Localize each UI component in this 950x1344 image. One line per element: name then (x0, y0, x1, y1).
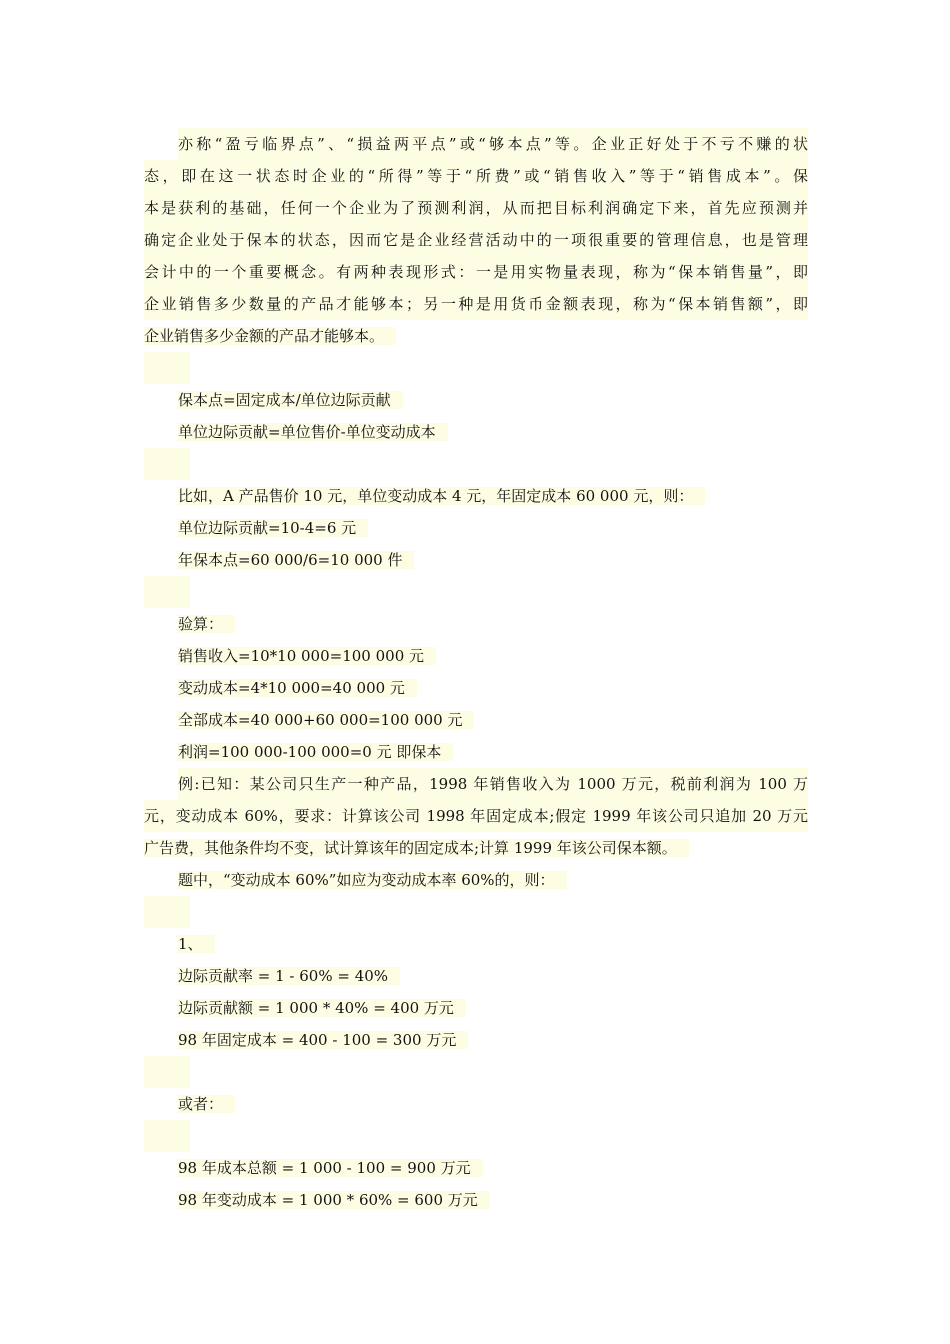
verify-label: 验算： (144, 608, 808, 640)
example-intro: 比如，A 产品售价 10 元，单位变动成本 4 元，年固定成本 60 000 元，则： (144, 480, 808, 512)
blank-line (144, 352, 808, 384)
paragraph-line (144, 256, 808, 288)
blank-line (144, 896, 808, 928)
problem-line: 元，变动成本 60%，要求：计算该公司 1998 年固定成本;假定 1999 年该公司只追加 20 万元 (144, 800, 808, 832)
blank-line (144, 576, 808, 608)
step-line: 边际贡献额 = 1 000 * 40% = 400 万元 (144, 992, 808, 1024)
problem-note: 题中，“变动成本 60%”如应为变动成本率 60%的，则： (144, 864, 808, 896)
alt-line: 98 年成本总额 = 1 000 - 100 = 900 万元 (144, 1152, 808, 1184)
verify-line: 全部成本=40 000+60 000=100 000 元 (144, 704, 808, 736)
problem-line: 广告费，其他条件均不变，试计算该年的固定成本;计算 1999 年该公司保本额。 (144, 832, 808, 864)
or-label: 或者： (144, 1088, 808, 1120)
verify-line: 变动成本=4*10 000=40 000 元 (144, 672, 808, 704)
verify-line: 利润=100 000-100 000=0 元 即保本 (144, 736, 808, 768)
example-calc: 单位边际贡献=10-4=6 元 (144, 512, 808, 544)
paragraph-line (144, 288, 808, 320)
text-span: 本是获利的基础，任何一个企业为了预测利润，从而把目标利润确定下来，首先应预测并 (144, 192, 808, 224)
alt-line: 98 年变动成本 = 1 000 * 60% = 600 万元 (144, 1184, 808, 1216)
blank-line (144, 1056, 808, 1088)
text-span: 企业销售多少数量的产品才能够本；另一种是用货币金额表现，称为“保本销售额”，即 (144, 288, 808, 320)
example-calc: 年保本点=60 000/6=10 000 件 (144, 544, 808, 576)
blank-line (144, 1120, 808, 1152)
text-span: 态，即在这一状态时企业的“所得”等于“所费”或“销售收入”等于“销售成本”。保 (144, 160, 808, 192)
verify-line: 销售收入=10*10 000=100 000 元 (144, 640, 808, 672)
text-span: 亦称“盈亏临界点”、“损益两平点”或“够本点”等。企业正好处于不亏不赚的状 (178, 128, 808, 160)
step-line: 边际贡献率 = 1 - 60% = 40% (144, 960, 808, 992)
step-label: 1、 (144, 928, 808, 960)
document-content (144, 128, 808, 1216)
paragraph-line (144, 160, 808, 192)
text-span: 确定企业处于保本的状态，因而它是企业经营活动中的一项很重要的管理信息，也是管理 (144, 224, 808, 256)
text-span: 企业销售多少金额的产品才能够本。 (144, 327, 396, 345)
formula-breakeven: 保本点=固定成本/单位边际贡献 (144, 384, 808, 416)
formula-unit-margin: 单位边际贡献=单位售价-单位变动成本 (144, 416, 808, 448)
paragraph-line (144, 128, 808, 160)
paragraph-line (144, 320, 808, 352)
blank-line (144, 448, 808, 480)
problem-line: 例:已知：某公司只生产一种产品，1998 年销售收入为 1000 万元，税前利润为 100 万 (144, 768, 808, 800)
paragraph-line (144, 192, 808, 224)
paragraph-line (144, 224, 808, 256)
text-span: 会计中的一个重要概念。有两种表现形式：一是用实物量表现，称为“保本销售量”，即 (144, 256, 808, 288)
step-line: 98 年固定成本 = 400 - 100 = 300 万元 (144, 1024, 808, 1056)
